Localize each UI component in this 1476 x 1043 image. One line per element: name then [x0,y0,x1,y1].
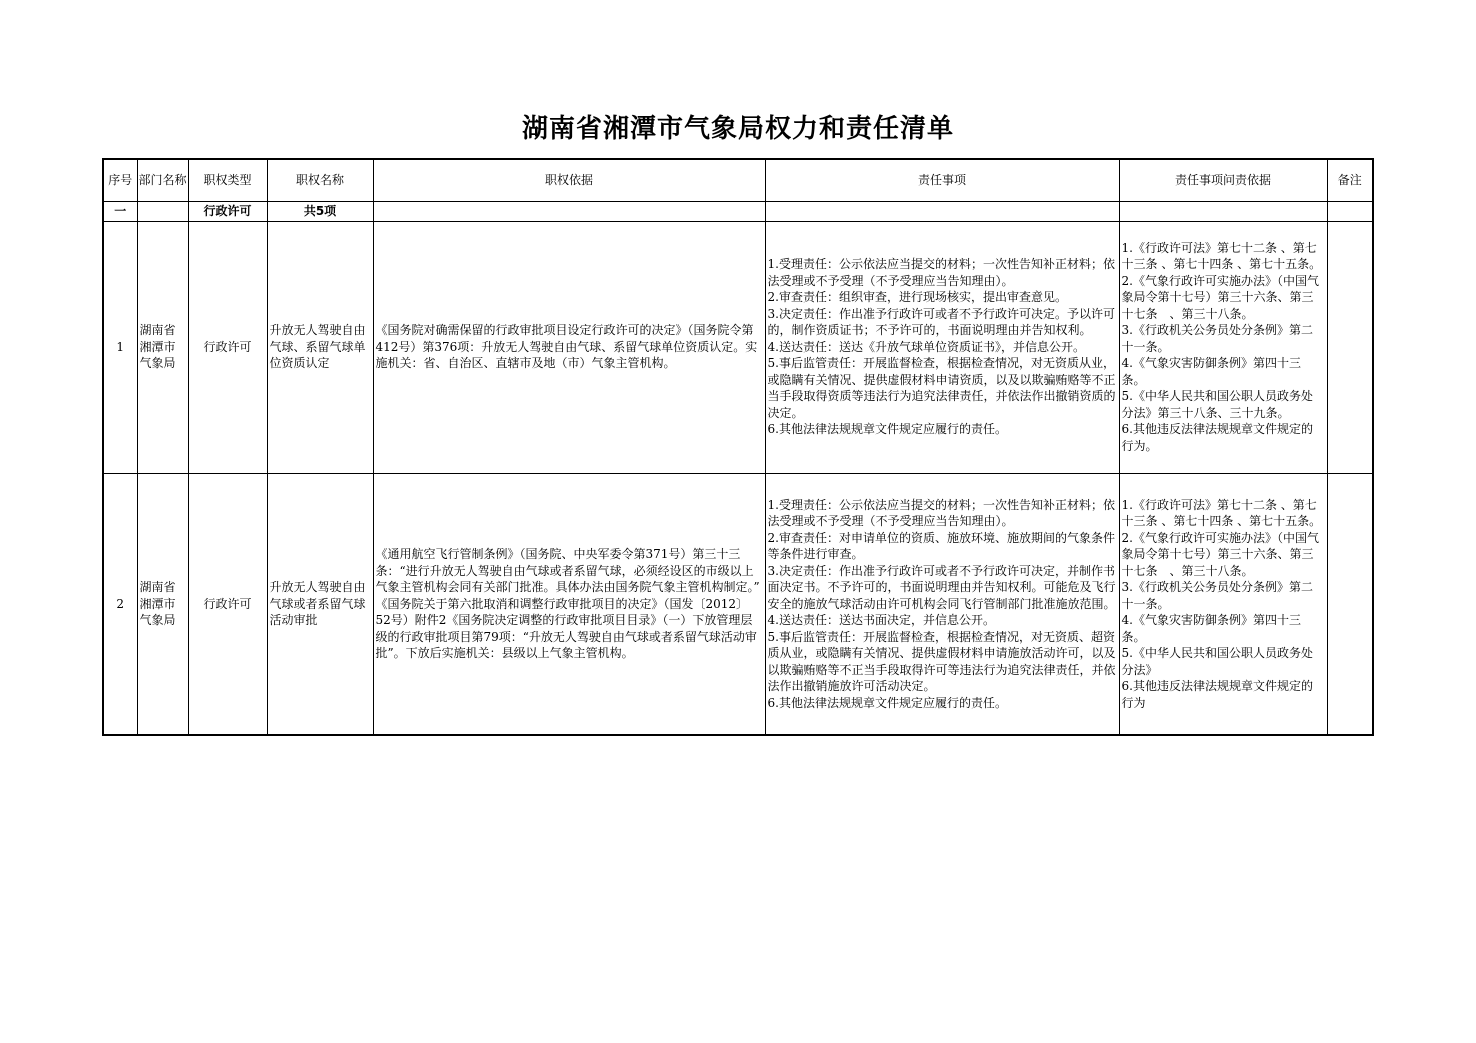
category-duty [765,201,1119,221]
row-duty-text: 1.受理责任：公示依法应当提交的材料；一次性告知补正材料；依法受理或不予受理（不予受理应当告知理由）。 2.审查责任：对申请单位的资质、施放环境、施放期间的气象条件等条件进行审查。 3.决定责任：作出准予行政许可或者不予行政许可决定，并制作书面决定书。不予许可的，书面说明理由并告知权利。可能危及飞行安全的施放气球活动由许可机构会同飞行管制部门批准施放范围。 4.送达责任：送达书面决定，并信息公开。 5.事后监管责任：开展监督检查，根据检查情况，对无资质、超资质从业，或隐瞒有关情况、提供虚假材料申请施放活动许可，以及以欺骗贿赂等不正当手段取得许可等违法行为追究法律责任，并依法作出撤销施放许可活动决定。 6.其他法律法规规章文件规定应履行的责任。 [767,497,1116,710]
row-duty [765,473,1119,735]
header-type: 职权类型 [188,159,267,201]
row-remark [1327,221,1373,473]
row-power-name: 升放无人驾驶自由气球或者系留气球活动审批 [267,473,373,735]
header-seq: 序号 [103,159,137,201]
table-row [103,221,1373,473]
category-row [103,201,1373,221]
category-seq: 一 [103,201,137,221]
header-dept: 部门名称 [137,159,188,201]
table-row [103,473,1373,735]
row-basis-text: 《国务院对确需保留的行政审批项目设定行政许可的决定》（国务院令第412号）第376项：升放无人驾驶自由气球、系留气球单位资质认定。实施机关：省、自治区、直辖市及地（市）气象主管机构。 [375,323,758,371]
header-basis: 职权依据 [373,159,765,201]
row-basis [373,221,765,473]
page-title: 湖南省湘潭市气象局权力和责任清单 [521,114,954,144]
row-seq: 2 [103,473,137,735]
row-type: 行政许可 [188,221,267,473]
row-dept: 湖南省湘潭市气象局 [137,473,188,735]
row-remark [1327,473,1373,735]
header-name: 职权名称 [267,159,373,201]
row-seq: 1 [103,221,137,473]
row-accountability [1119,473,1327,735]
category-basis [373,201,765,221]
header-accountability: 责任事项问责依据 [1119,159,1327,201]
row-basis [373,473,765,735]
row-basis-text: 《通用航空飞行管制条例》（国务院、中央军委令第371号）第三十三条：“进行升放无人驾驶自由气球或者系留气球，必须经设区的市级以上气象主管机构会同有关部门批准。具体办法由国务院气象主管机构制定。” 《国务院关于第六批取消和调整行政审批项目的决定》（国发〔2012〕52号）附件2《国务院决定调整的行政审批项目目录》（一）下放管理层级的行政审批项目第79项：“升放无人驾驶自由气球或者系留气球活动审批”。下放后实施机关：县级以上气象主管机构。 [375,547,760,660]
category-remark [1327,201,1373,221]
row-duty-text: 1.受理责任：公示依法应当提交的材料；一次性告知补正材料；依法受理或不予受理（不予受理应当告知理由）。 2.审查责任：组织审查，进行现场核实，提出审查意见。 3.决定责任：作出准予行政许可或者不予行政许可决定。予以许可的，制作资质证书；不予许可的，书面说明理由并告知权利。 4.送达责任：送达《升放气球单位资质证书》，并信息公开。 5.事后监管责任：开展监督检查，根据检查情况，对无资质从业，或隐瞒有关情况、提供虚假材料申请资质，以及以欺骗贿赂等不正当手段取得资质等违法行为追究法律责任，并依法作出撤销资质的决定。 6.其他法律法规规章文件规定应履行的责任。 [767,257,1116,437]
row-dept: 湖南省湘潭市气象局 [137,221,188,473]
row-type: 行政许可 [188,473,267,735]
row-accountability-text: 1.《行政许可法》第七十二条 、第七十三条 、第七十四条 、第七十五条。 2.《气象行政许可实施办法》（中国气象局令第十七号）第三十六条、第三十七条 、第三十八条。 3.《行政机关公务员处分条例》第二十一条。 4.《气象灾害防御条例》第四十三条。 5.《中华人民共和国公职人员政务处分法》 6.其他违反法律法规规章文件规定的行为 [1121,497,1322,710]
header-duty: 责任事项 [765,159,1119,201]
header-remark: 备注 [1327,159,1373,201]
row-accountability [1119,221,1327,473]
category-accountability [1119,201,1327,221]
row-duty [765,221,1119,473]
category-dept [137,201,188,221]
row-accountability-text: 1.《行政许可法》第七十二条 、第七十三条 、第七十四条 、第七十五条。 2.《气象行政许可实施办法》（中国气象局令第十七号）第三十六条、第三十七条 、第三十八条。 3.《行政机关公务员处分条例》第二十一条。 4.《气象灾害防御条例》第四十三条。 5.《中华人民共和国公职人员政务处分法》第三十八条、三十九条。 6.其他违反法律法规规章文件规定的行为。 [1121,240,1322,453]
row-power-name: 升放无人驾驶自由气球、系留气球单位资质认定 [267,221,373,473]
header-row [103,159,1373,201]
category-count: 共5项 [267,201,373,221]
power-responsibility-table [102,158,1374,736]
category-type: 行政许可 [188,201,267,221]
